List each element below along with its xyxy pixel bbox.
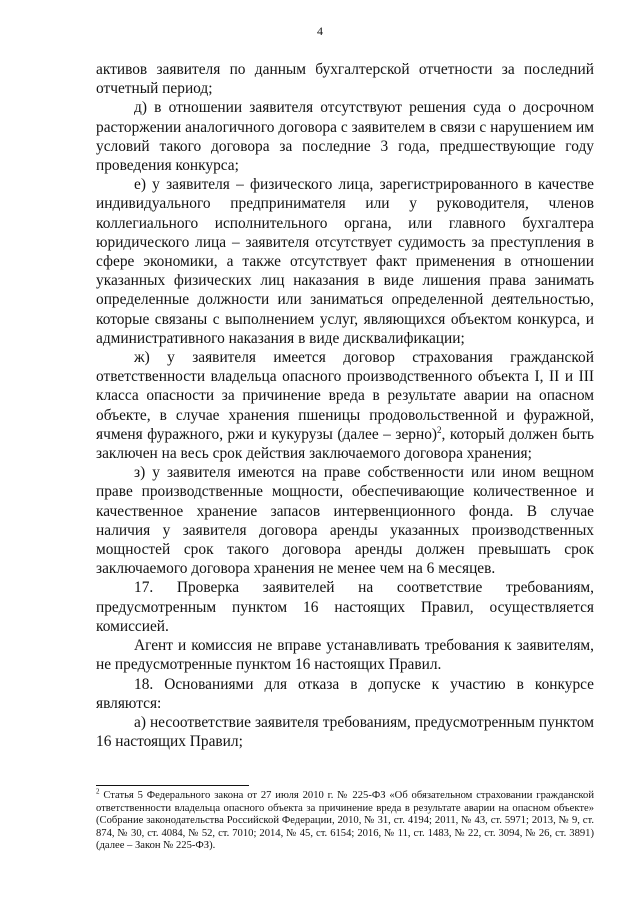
footnote — [96, 787, 594, 853]
document-body — [96, 60, 594, 751]
footnote-separator — [96, 785, 249, 786]
paragraph-clause-17: 17. Проверка заявителей на соответствие требованиям, предусмотренным пунктом 16 настоящих Правил, осуществляется комиссией. — [96, 579, 594, 635]
footnote-text: Статья 5 Федерального закона от 27 июля 2010 г. № 225-ФЗ «Об обязательном страховании гражданской ответственности владельца опасного объекта за причинение вреда в результате аварии на опасном объекте» (Собрание законодательства Российской Федерации, 2010, № 31, ст. 4194; 2011, № 43, ст. 5971; 2013, № 9, ст. 874, № 30, ст. 4084, № 52, ст. 7010; 2014, № 45, ст. 6154; 2016, № 11, ст. 1483, № 22, ст. 3094, № 26, ст. 3891) (далее – Закон № 225-ФЗ). — [96, 790, 594, 852]
paragraph-agent-commission: Агент и комиссия не вправе устанавливать требования к заявителям, не предусмотренные пунктом 16 настоящих Правил. — [96, 637, 594, 674]
paragraph-item-a: а) несоответствие заявителя требованиям, предусмотренным пунктом 16 настоящих Правил; — [96, 713, 594, 751]
paragraph-item-zh — [96, 348, 594, 463]
footnote-reference[interactable]: 2 — [437, 424, 442, 435]
paragraph-item-z: з) у заявителя имеются на праве собственности или ином вещном праве производственные мощности, обеспечивающие количественное и качественное хранение запасов интервенционного фонда. В случае наличия у заявителя договора аренды указанных производственных мощностей срок такого договора аренды должен превышать срок заключаемого договора хранения не менее чем на 6 месяцев. — [96, 464, 594, 578]
paragraph-item-e: е) у заявителя – физического лица, зарегистрированного в качестве индивидуального предпринимателя или у руководителя, членов коллегиального исполнительного органа, или главного бухгалтера юридического лица – заявителя отсутствует судимость за преступления в сфере экономики, а также отсутствует факт применения в отношении указанных физических лиц наказания в виде лишения права занимать определенные должности или заниматься определенной деятельностью, которые связаны с выполнением услуг, являющихся объектом конкурса, и административного наказания в виде дисквалификации; — [96, 176, 594, 347]
paragraph-assets-continuation: активов заявителя по данным бухгалтерской отчетности за последний отчетный период; — [96, 61, 594, 98]
footnote-mark: 2 — [96, 787, 100, 796]
page-number: 4 — [317, 24, 323, 38]
paragraph-item-zh-tail: , который должен быть заключен на весь срок действия заключаемого договора хранения; — [96, 425, 594, 463]
paragraph-item-d: д) в отношении заявителя отсутствуют решения суда о досрочном расторжении аналогичного договора с заявителем в связи с нарушением им условий такого договора за последние 3 года, предшествующие году проведения конкурса; — [96, 99, 594, 175]
paragraph-clause-18: 18. Основаниями для отказа в допуске к участию в конкурсе являются: — [96, 675, 594, 712]
paragraph-item-zh-text: ж) у заявителя имеется договор страхования гражданской ответственности владельца опасного производственного объекта I, II и III класса опасности за причинение вреда в результате аварии на опасном объекте, в случае хранения пшеницы продовольственной и фуражной, ячменя фуражного, ржи и кукурузы (далее – зерно) — [96, 349, 594, 443]
